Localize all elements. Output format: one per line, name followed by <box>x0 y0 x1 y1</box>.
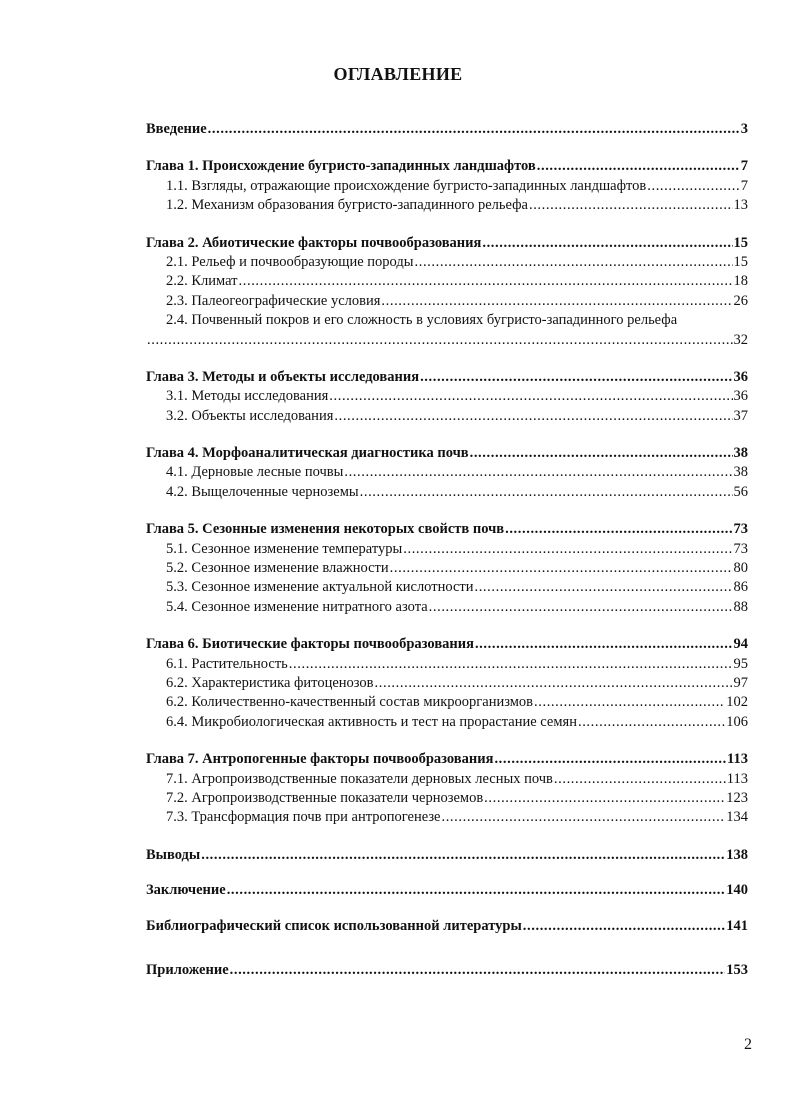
toc-entry-page: 73 <box>733 540 748 557</box>
toc-entry-title: 2.2. Климат <box>166 273 238 290</box>
toc-section-4-1[interactable] <box>146 463 748 482</box>
toc-entry-title: Заключение <box>146 882 226 899</box>
dot-leader <box>420 368 732 387</box>
dot-leader <box>429 598 733 617</box>
toc-chapter-6[interactable] <box>146 635 748 654</box>
toc-chapter-4[interactable] <box>146 444 748 463</box>
toc-entry-page: 134 <box>726 809 748 826</box>
toc-entry-page: 32 <box>733 331 748 348</box>
toc-section-2-3[interactable] <box>146 292 748 311</box>
toc-section-2-4[interactable] <box>146 311 748 330</box>
toc-entry-title: Глава 7. Антропогенные факторы почвообразования <box>146 751 494 768</box>
dot-leader <box>329 387 732 406</box>
dot-leader <box>334 407 732 426</box>
dot-leader <box>474 578 732 597</box>
toc-entry-title: Глава 5. Сезонные изменения некоторых свойств почв <box>146 521 505 538</box>
toc-entry-conclusions[interactable] <box>146 846 748 865</box>
toc-entry-page: 113 <box>727 751 748 768</box>
toc-section-7-1[interactable] <box>146 770 748 789</box>
toc-entry-page: 153 <box>726 961 748 978</box>
toc-entry-title: Приложение <box>146 961 229 978</box>
toc-entry-page: 18 <box>733 273 748 290</box>
dot-leader <box>289 655 733 674</box>
toc-entry-title: 7.3. Трансформация почв при антропогенезе <box>166 809 441 826</box>
toc-chapter-7[interactable] <box>146 750 748 769</box>
dot-leader <box>360 483 733 502</box>
toc-section-7-2[interactable] <box>146 789 748 808</box>
toc-entry-page: 88 <box>733 598 748 615</box>
dot-leader <box>505 520 732 539</box>
toc-chapter-5[interactable] <box>146 520 748 539</box>
toc-entry-title: Выводы <box>146 846 201 863</box>
toc-section-5-2[interactable] <box>146 559 748 578</box>
toc-section-1-1[interactable] <box>146 177 748 196</box>
table-of-contents <box>146 120 748 980</box>
toc-entry-title: Введение <box>146 121 207 137</box>
dot-leader <box>344 463 732 482</box>
toc-entry-bibliography[interactable] <box>146 917 748 936</box>
dot-leader <box>554 770 726 789</box>
toc-entry-title: 3.1. Методы исследования <box>166 388 329 405</box>
dot-leader <box>227 881 726 900</box>
toc-section-6-3[interactable] <box>146 693 748 712</box>
dot-leader <box>482 234 732 253</box>
toc-section-2-4-continuation[interactable] <box>146 331 748 350</box>
toc-entry-page: 86 <box>733 579 748 596</box>
toc-entry-page: 95 <box>733 655 748 672</box>
toc-entry-title: Глава 4. Морфоаналитическая диагностика почв <box>146 445 469 462</box>
toc-chapter-2[interactable] <box>146 234 748 253</box>
toc-entry-title: 1.2. Механизм образования бугристо-западинного рельефа <box>166 197 528 214</box>
toc-entry-page: 123 <box>726 789 748 806</box>
toc-section-1-2[interactable] <box>146 196 748 215</box>
toc-section-3-1[interactable] <box>146 387 748 406</box>
toc-entry-page: 97 <box>733 674 748 691</box>
toc-section-7-3[interactable] <box>146 808 748 827</box>
dot-leader <box>390 559 733 578</box>
dot-leader <box>534 693 725 712</box>
toc-entry-page: 13 <box>733 197 748 214</box>
toc-entry-title: 2.3. Палеогеографические условия <box>166 292 381 309</box>
toc-entry-page: 7 <box>740 158 748 175</box>
toc-entry-title: 3.2. Объекты исследования <box>166 407 334 424</box>
dot-leader <box>484 789 725 808</box>
toc-entry-title: 7.2. Агропроизводственные показатели черноземов <box>166 789 484 806</box>
dot-leader <box>441 808 725 827</box>
dot-leader <box>208 120 740 139</box>
dot-leader <box>239 272 733 291</box>
toc-entry-page: 36 <box>733 368 748 385</box>
toc-entry-appendix[interactable] <box>146 961 748 980</box>
page-title: ОГЛАВЛЕНИЕ <box>333 64 463 84</box>
toc-entry-page: 80 <box>733 560 748 577</box>
toc-entry-page: 106 <box>726 713 748 730</box>
dot-leader <box>381 292 732 311</box>
toc-entry-page: 15 <box>733 234 748 251</box>
toc-section-6-1[interactable] <box>146 655 748 674</box>
toc-section-6-4[interactable] <box>146 713 748 732</box>
toc-entry-title: 6.4. Микробиологическая активность и тест на прорастание семян <box>166 713 577 730</box>
toc-entry-title: 2.4. Почвенный покров и его сложность в условиях бугристо-западинного рельефа <box>166 312 678 329</box>
toc-entry-page: 140 <box>726 882 748 899</box>
dot-leader <box>147 331 733 350</box>
toc-entry-summary[interactable] <box>146 881 748 900</box>
toc-section-3-2[interactable] <box>146 407 748 426</box>
toc-section-5-1[interactable] <box>146 540 748 559</box>
dot-leader <box>230 961 726 980</box>
toc-entry-title: Глава 3. Методы и объекты исследования <box>146 368 420 385</box>
dot-leader <box>578 713 725 732</box>
dot-leader <box>201 846 725 865</box>
toc-entry-page: 141 <box>726 917 748 934</box>
toc-entry-title: 1.1. Взгляды, отражающие происхождение бугристо-западинных ландшафтов <box>166 177 647 194</box>
toc-entry-page: 38 <box>733 445 748 462</box>
toc-entry-title: 2.1. Рельеф и почвообразующие породы <box>166 253 414 270</box>
toc-entry-title: Библиографический список использованной литературы <box>146 917 522 934</box>
toc-entry-intro[interactable] <box>146 120 748 139</box>
toc-section-2-2[interactable] <box>146 272 748 291</box>
toc-entry-title: 7.1. Агропроизводственные показатели дерновых лесных почв <box>166 770 553 787</box>
toc-section-5-4[interactable] <box>146 598 748 617</box>
toc-entry-page: 56 <box>733 483 748 500</box>
toc-entry-title: 5.3. Сезонное изменение актуальной кислотности <box>166 579 474 596</box>
dot-leader <box>523 917 725 936</box>
toc-entry-title: 6.2. Характеристика фитоценозов <box>166 674 374 691</box>
toc-entry-title: 4.1. Дерновые лесные почвы <box>166 464 344 481</box>
toc-entry-page: 38 <box>733 464 748 481</box>
toc-entry-title: 5.1. Сезонное изменение температуры <box>166 540 403 557</box>
toc-section-2-1[interactable] <box>146 253 748 272</box>
toc-entry-page: 26 <box>733 292 748 309</box>
toc-entry-page: 36 <box>733 388 748 405</box>
toc-entry-page: 94 <box>733 636 748 653</box>
page-number: 2 <box>744 1036 752 1053</box>
toc-section-5-3[interactable] <box>146 578 748 597</box>
toc-entry-title: 6.2. Количественно-качественный состав микроорганизмов <box>166 694 534 711</box>
dot-leader <box>415 253 733 272</box>
toc-entry-page: 3 <box>740 121 748 137</box>
toc-chapter-1[interactable] <box>146 157 748 176</box>
toc-section-4-2[interactable] <box>146 483 748 502</box>
toc-entry-page: 113 <box>726 770 748 787</box>
toc-entry-page: 102 <box>726 694 748 711</box>
toc-section-6-2[interactable] <box>146 674 748 693</box>
toc-chapter-3[interactable] <box>146 368 748 387</box>
toc-entry-title: 5.2. Сезонное изменение влажности <box>166 560 389 577</box>
toc-entry-page: 15 <box>733 253 748 270</box>
toc-entry-title: Глава 6. Биотические факторы почвообразования <box>146 636 474 653</box>
dot-leader <box>537 157 740 176</box>
toc-entry-page: 37 <box>733 407 748 424</box>
toc-entry-title: Глава 2. Абиотические факторы почвообразования <box>146 234 482 251</box>
toc-entry-title: 6.1. Растительность <box>166 655 288 672</box>
dot-leader <box>470 444 733 463</box>
toc-entry-page: 73 <box>733 521 748 538</box>
dot-leader <box>403 540 732 559</box>
toc-entry-title: Глава 1. Происхождение бугристо-западинных ландшафтов <box>146 158 536 175</box>
dot-leader <box>475 635 733 654</box>
dot-leader <box>494 750 726 769</box>
toc-entry-page: 138 <box>726 846 748 863</box>
dot-leader <box>529 196 733 215</box>
toc-entry-page: 7 <box>740 177 748 194</box>
toc-entry-title: 4.2. Выщелоченные черноземы <box>166 483 359 500</box>
toc-entry-title: 5.4. Сезонное изменение нитратного азота <box>166 598 428 615</box>
dot-leader <box>647 177 740 196</box>
dot-leader <box>375 674 733 693</box>
